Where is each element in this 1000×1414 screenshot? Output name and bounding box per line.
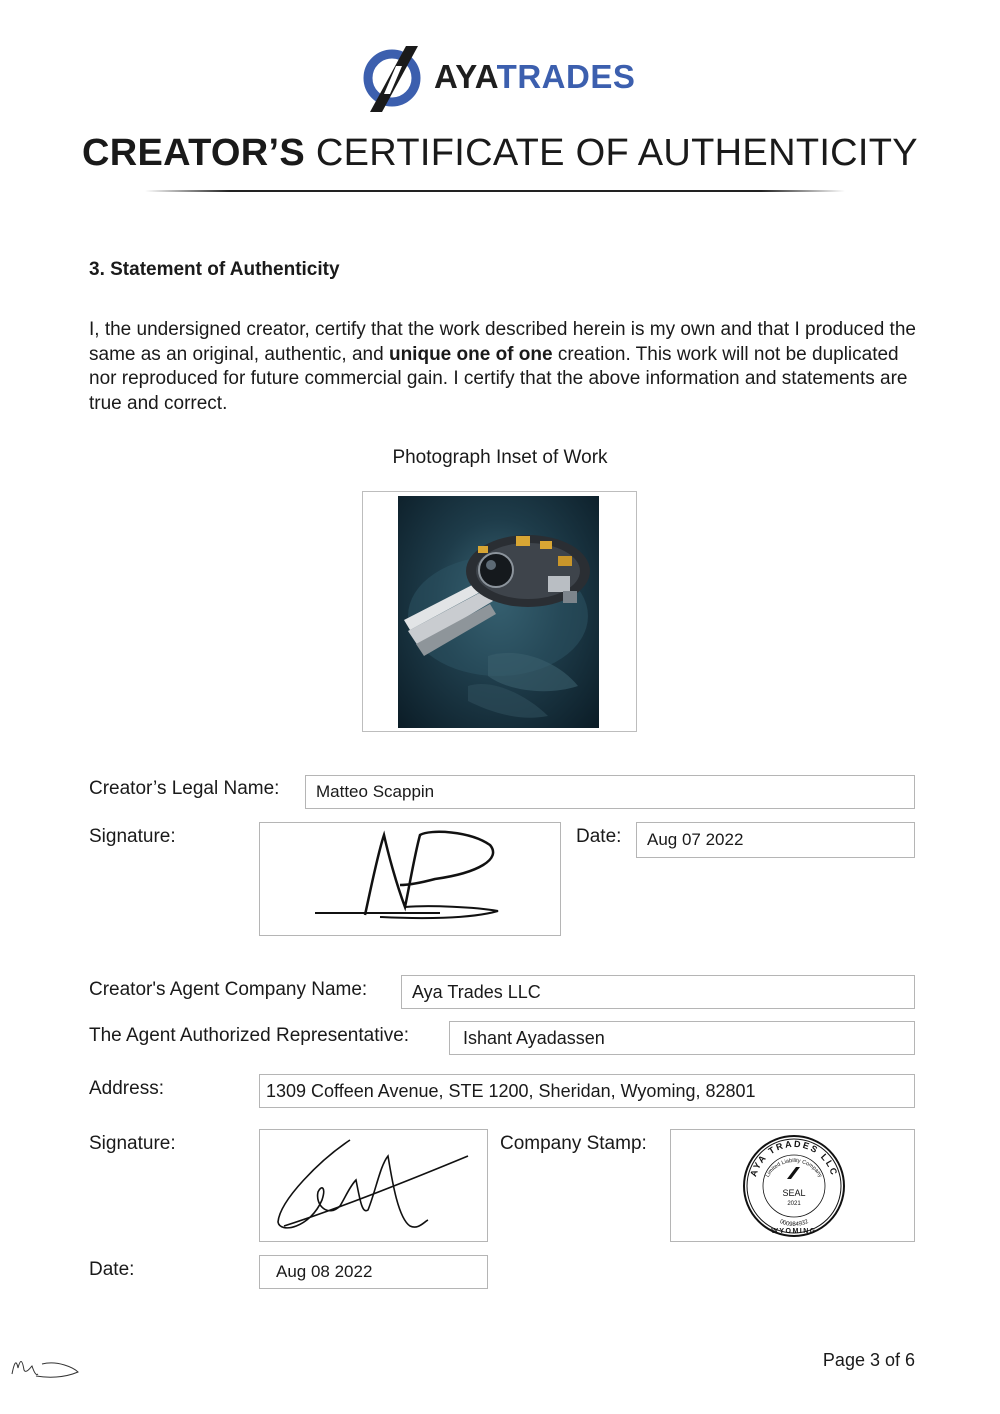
- agent-signature-box[interactable]: [259, 1129, 488, 1242]
- agent-date-field[interactable]: Aug 08 2022: [259, 1255, 488, 1289]
- creator-signature-box[interactable]: [259, 822, 561, 936]
- company-stamp-label: Company Stamp:: [500, 1133, 647, 1154]
- creator-date-label: Date:: [576, 826, 622, 847]
- section-heading: 3. Statement of Authenticity: [89, 259, 340, 280]
- agent-rep-label: The Agent Authorized Representative:: [89, 1025, 410, 1046]
- statement-text-bold: unique one of one: [388, 343, 553, 365]
- agent-rep-field[interactable]: Ishant Ayadassen: [449, 1021, 915, 1055]
- creator-signature-label: Signature:: [89, 826, 176, 847]
- spaceship-artwork-icon: [398, 496, 599, 728]
- seal-word: SEAL: [782, 1188, 806, 1198]
- company-stamp-box: [670, 1129, 915, 1242]
- brand-name: [434, 58, 635, 96]
- seal-sub-text: Limited Liability Company: [764, 1157, 824, 1179]
- creator-signature-icon: [260, 823, 560, 935]
- title-rest: CERTIFICATE OF AUTHENTICITY: [315, 132, 918, 174]
- agent-signature-label: Signature:: [89, 1133, 176, 1154]
- page-initials: [8, 1354, 84, 1382]
- brand-name-part-1: AYA: [434, 58, 497, 95]
- agent-signature-icon: [260, 1130, 487, 1241]
- photo-frame: [362, 491, 637, 732]
- seal-top-text: AYA TRADES LLC: [748, 1138, 840, 1178]
- agent-address-label: Address:: [89, 1078, 164, 1099]
- brand-name-part-2: TRADES: [496, 58, 636, 95]
- photo-label: Photograph Inset of Work: [392, 447, 608, 468]
- svg-text:000984932: [779, 1219, 810, 1228]
- svg-text:Limited Liability Company: [765, 1158, 823, 1179]
- seal-number: 000984932: [778, 1218, 810, 1228]
- agent-date-label: Date:: [89, 1259, 135, 1280]
- statement-text-1: I, the undersigned creator, certify that the work described herein is my own and that I produced the same as an original, authentic, and: [89, 319, 916, 365]
- logo-mark-icon: [362, 40, 428, 116]
- company-seal-icon: [741, 1133, 847, 1239]
- statement-text-2: creation. This work will not be duplicated nor reproduced for future commercial gain. I certify that the above information and statements are true and correct.: [89, 343, 908, 414]
- company-logo: [362, 40, 642, 116]
- agent-address-field[interactable]: 1309 Coffeen Avenue, STE 1200, Sheridan, Wyoming, 82801: [259, 1074, 915, 1108]
- agent-company-label: Creator's Agent Company Name:: [89, 979, 368, 1000]
- seal-year: 2021: [787, 1201, 801, 1207]
- statement-paragraph: [89, 318, 919, 416]
- page-title: [0, 132, 1000, 175]
- title-divider: [145, 190, 845, 192]
- seal-state: WYOMING: [771, 1228, 817, 1235]
- title-bold: CREATOR’S: [82, 132, 306, 174]
- creator-legal-name-label: Creator’s Legal Name:: [89, 778, 280, 799]
- artwork-photo: [398, 496, 599, 728]
- agent-company-field[interactable]: Aya Trades LLC: [401, 975, 915, 1009]
- page-number: Page 3 of 6: [822, 1350, 915, 1370]
- creator-date-field[interactable]: Aug 07 2022: [636, 822, 915, 858]
- creator-legal-name-field[interactable]: Matteo Scappin: [305, 775, 915, 809]
- initials-signature-icon: [8, 1354, 84, 1382]
